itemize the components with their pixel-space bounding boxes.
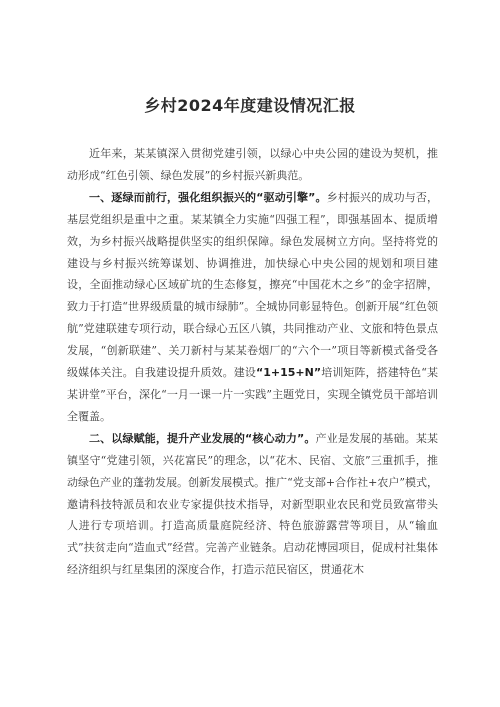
section-2-text: 产业是发展的基础。某某镇坚守“党建引领，兴花富民”的理念，以“花木、民宿、文旅”三重抓手，推动绿色产业的蓬勃发展。创新发展模式。推广“党支部+合作社+农户”模式，邀请科技特派员和农业专家提供技术指导，对新型职业农民和党员致富带头人进行专项培训。打造高质量庭院经济、特色旅游露营等项目，从“输血式”扶贫走向“造血式”经营。完善产业链条。启动花博园项目，促成村社集体经济组织与红星集团的深度合作，打造示范民宿区，贯通花木 <box>67 431 438 577</box>
section-1-text-a: 乡村振兴的成功与否，基层党组织是重中之重。某某镇全力实施“四强工程”，即强基固本、提质增效，为乡村振兴战略提供坚实的组织保障。绿色发展树立方向。坚持将党的建设与乡村振兴统筹谋划、协调推进，加快绿心中央公园的规划和项目建设，全面推动绿心区域矿坑的生态修复，擦亮“中国花木之乡”的金字招牌，致力于打造“世界级质量的城市绿肺”。全城协同彰显特色。创新开展“红色领航”党建联建专项行动，联合绿心五区八镇，共同推动产业、文旅和特色景点发展，“创新联建”、关刀新村与某某卷烟厂的“六个一”项目等新模式备受各级媒体关注。自我建设提升质效。建设 <box>67 190 439 380</box>
document-title: 乡村2024年度建设情况汇报 <box>144 96 356 115</box>
document-body <box>67 143 438 581</box>
section-2-heading: 二、以绿赋能，提升产业发展的“核心动力”。 <box>89 431 316 445</box>
section-1-heading: 一、逐绿而前行，强化组织振兴的“驱动引擎”。 <box>89 190 327 204</box>
intro-paragraph: 近年来，某某镇深入贯彻党建引领，以绿心中央公园的建设为契机，推动形成“红色引领、绿色发展”的乡村振兴新典范。 <box>67 147 438 182</box>
training-matrix-label: “1+15+N” <box>256 366 322 380</box>
section-2-paragraph <box>67 428 438 581</box>
section-1-text-b: 培训矩阵，搭建特色“某某讲堂”平台，深化“一月一课一片一实践”主题党日，实现全镇党员干部培训全覆盖。 <box>67 366 439 423</box>
section-1-paragraph <box>67 187 438 428</box>
